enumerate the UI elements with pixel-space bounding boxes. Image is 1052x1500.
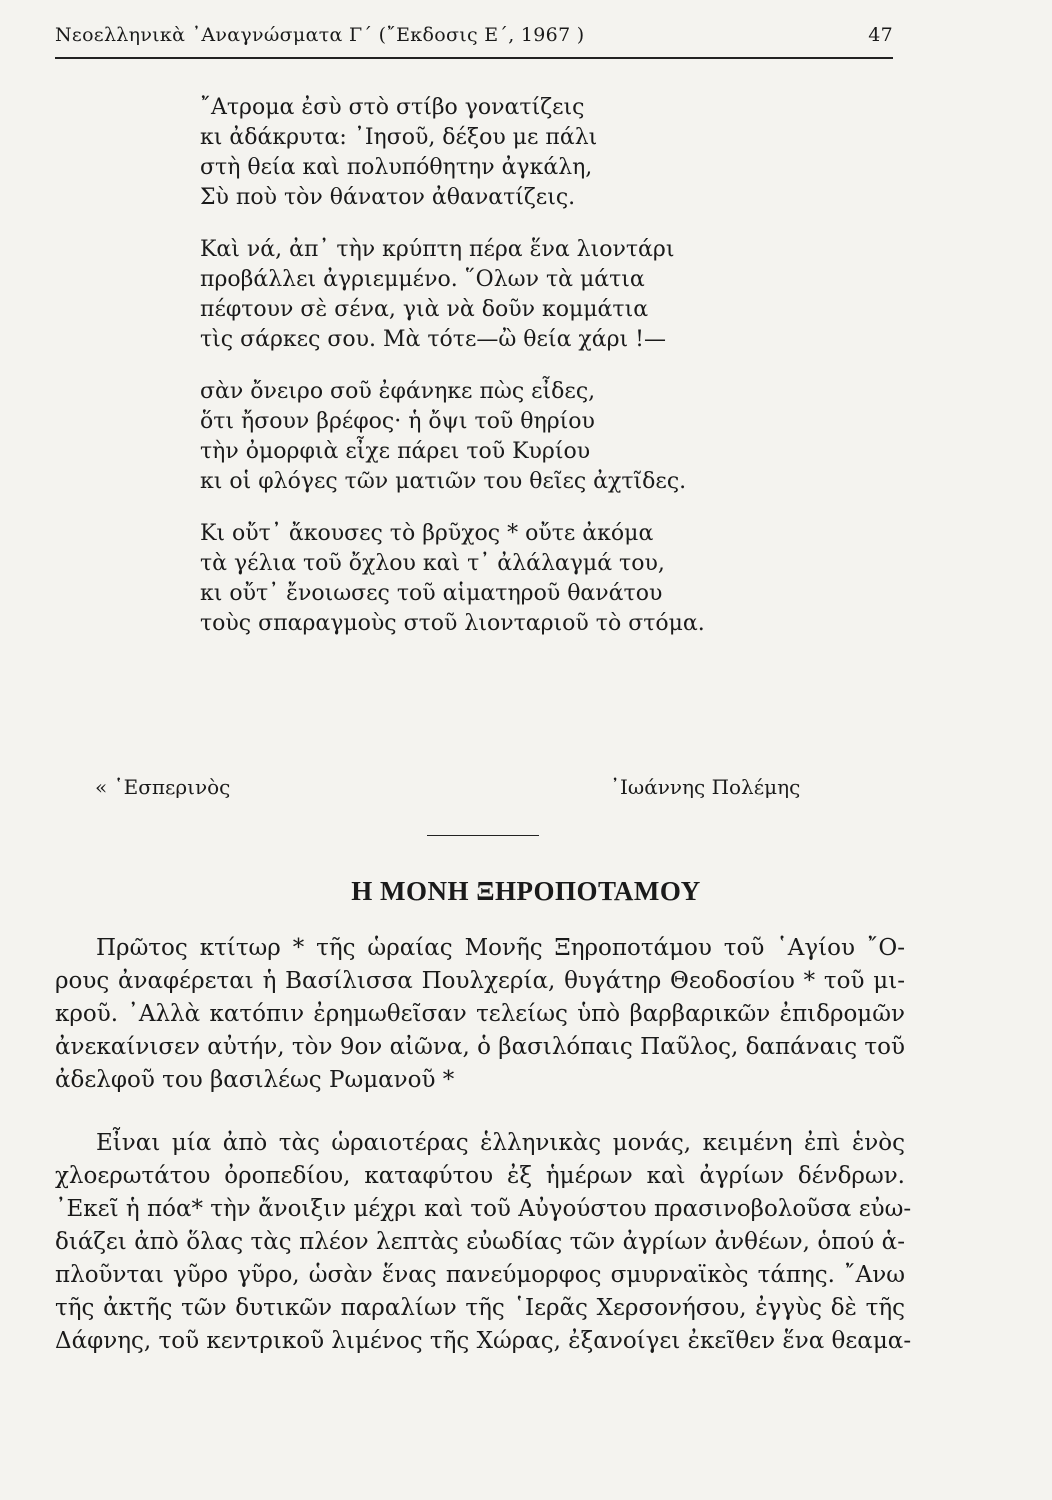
text-line: χλοερωτάτου ὀροπεδίου, καταφύτου ἐξ ἡμέρων καὶ ἀγρίων δένδρων. — [55, 1163, 905, 1189]
poem — [200, 93, 800, 661]
text-line: κροῦ. ᾿Αλλὰ κατόπιν ἐρημωθεῖσαν τελείως ὑπὸ βαρβαρικῶν ἐπιδρομῶν — [55, 1001, 905, 1027]
poem-source: « ῾Εσπερινὸς — [95, 775, 231, 799]
poem-author: ᾿Ιωάννης Πολέμης — [610, 775, 801, 799]
paragraph — [55, 932, 905, 1097]
page-number: 47 — [868, 24, 893, 46]
stanza — [200, 235, 800, 355]
verse-line: ῎Ατρομα ἐσὺ στὸ στίβο γονατίζεις — [200, 95, 585, 120]
verse-line: πέφτουν σὲ σένα, γιὰ νὰ δοῦν κομμάτια — [200, 297, 649, 322]
stanza — [200, 93, 800, 213]
verse-line: τὰ γέλια τοῦ ὄχλου καὶ τ᾿ ἀλάλαγμά του, — [200, 551, 665, 576]
paragraph — [55, 1127, 912, 1358]
stanza — [200, 519, 800, 639]
verse-line: προβάλλει ἀγριεμμένο. ῞Ολων τὰ μάτια — [200, 267, 645, 292]
text-line: τῆς ἀκτῆς τῶν δυτικῶν παραλίων τῆς ῾Ιερᾶς Χερσονήσου, ἐγγὺς δὲ τῆς — [55, 1295, 905, 1321]
header-rule — [55, 57, 893, 59]
verse-line: τοὺς σπαραγμοὺς στοῦ λιονταριοῦ τὸ στόμα. — [200, 611, 705, 636]
text-line: ἀνεκαίνισεν αὐτήν, τὸν 9ον αἰῶνα, ὁ βασιλόπαις Παῦλος, δαπάναις τοῦ — [55, 1034, 905, 1060]
verse-line: τὴν ὀμορφιὰ εἶχε πάρει τοῦ Κυρίου — [200, 439, 591, 464]
text-line: Δάφνης, τοῦ κεντρικοῦ λιμένος τῆς Χώρας, ἐξανοίγει ἐκεῖθεν ἕνα θεαμα- — [55, 1328, 912, 1354]
text-line: Πρῶτος κτίτωρ * τῆς ὡραίας Μονῆς Ξηροποτάμου τοῦ ῾Αγίου ῎Ο- — [96, 935, 905, 961]
verse-line: Καὶ νά, ἀπ᾿ τὴν κρύπτη πέρα ἕνα λιοντάρι — [200, 237, 675, 262]
verse-line: σὰν ὄνειρο σοῦ ἐφάνηκε πὼς εἶδες, — [200, 379, 596, 404]
verse-line: τὶς σάρκες σου. Μὰ τότε—ὢ θεία χάρι !— — [200, 327, 666, 352]
verse-line: Κι οὔτ᾿ ἄκουσες τὸ βρῦχος * οὔτε ἀκόμα — [200, 521, 654, 546]
text-line: Εἶναι μία ἀπὸ τὰς ὡραιοτέρας ἑλληνικὰς μονάς, κειμένη ἐπὶ ἑνὸς — [96, 1130, 905, 1156]
verse-line: κι οὔτ᾿ ἔνοιωσες τοῦ αἱματηροῦ θανάτου — [200, 581, 663, 606]
text-line: ᾿Εκεῖ ἡ πόα* τὴν ἄνοιξιν μέχρι καὶ τοῦ Αὐγούστου πρασινοβολοῦσα εὐω- — [55, 1196, 912, 1222]
verse-line: κι ἀδάκρυτα: ᾿Ιησοῦ, δέξου με πάλι — [200, 125, 598, 150]
verse-line: Σὺ ποὺ τὸν θάνατον ἀθανατίζεις. — [200, 185, 576, 210]
section-divider — [427, 835, 539, 836]
article-title: Η ΜΟΝΗ ΞΗΡΟΠΟΤΑΜΟΥ — [351, 876, 701, 906]
verse-line: στὴ θεία καὶ πολυπόθητην ἀγκάλη, — [200, 155, 593, 180]
text-line: ρους ἀναφέρεται ἡ Βασίλισσα Πουλχερία, θυγάτηρ Θεοδοσίου * τοῦ μι- — [55, 968, 905, 994]
verse-line: ὅτι ἤσουν βρέφος· ἡ ὄψι τοῦ θηρίου — [200, 409, 595, 434]
running-head — [55, 24, 893, 54]
verse-line: κι οἱ φλόγες τῶν ματιῶν του θεῖες ἀχτῖδες. — [200, 469, 687, 494]
text-line: διάζει ἀπὸ ὅλας τὰς πλέον λεπτὰς εὐωδίας τῶν ἀγρίων ἀνθέων, ὁπού ἁ- — [55, 1229, 905, 1255]
text-line: πλοῦνται γῦρο γῦρο, ὡσὰν ἕνας πανεύμορφος σμυρναϊκὸς τάπης. ῎Ανω — [55, 1262, 905, 1288]
text-line: ἀδελφοῦ του βασιλέως Ρωμανοῦ * — [55, 1067, 455, 1093]
running-title: Νεοελληνικὰ ᾿Αναγνώσματα Γ΄ (῎Εκδοσις Ε΄, 1967 ) — [55, 24, 585, 46]
stanza — [200, 377, 800, 497]
